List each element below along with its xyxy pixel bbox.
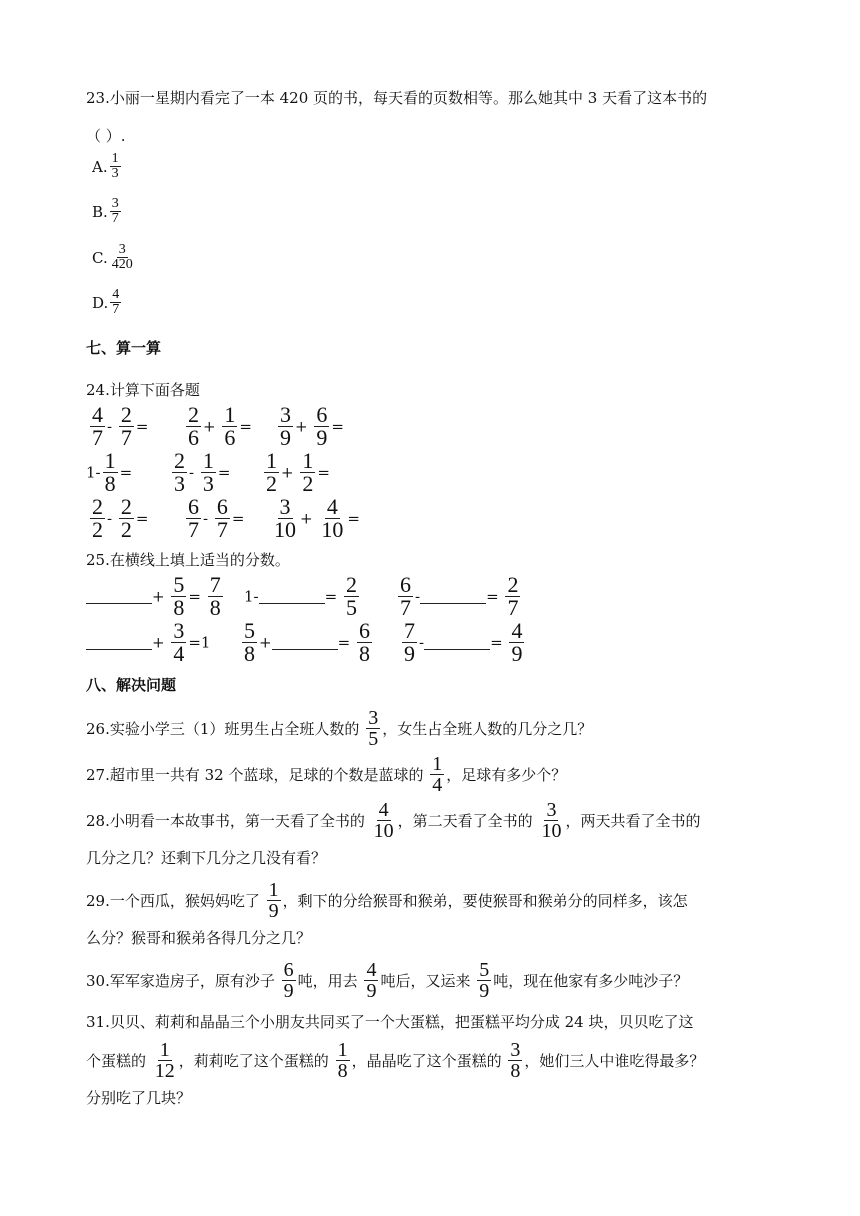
fraction: $\frac{3}{5}$ [368,707,379,750]
fraction: $\frac{4}{10}$ [321,494,344,542]
answer-blank[interactable] [86,589,152,604]
q24-expr: $\frac{4}{7}$ - $\frac{2}{7}$ = [92,402,149,450]
q24-expr: $\frac{1}{2}$ + $\frac{1}{2}$ = [266,448,330,496]
fraction: $\frac{2}{2}$ [92,494,103,542]
q24-expr: $\frac{2}{3}$ - $\frac{1}{3}$ = [174,448,231,496]
q28-line1: 28.小明看一本故事书，第一天看了全书的 $\frac{4}{10}$ ，第二天看了全书的 $\frac{3}{10}$ ，两天共看了全书的 [86,799,701,842]
q24-expr: $\frac{3}{9}$ + $\frac{6}{9}$ = [280,402,344,450]
fraction: $\frac{2}{5}$ [345,572,357,620]
option-fraction: $\frac{1}{3}$ [111,151,119,181]
answer-blank[interactable] [272,635,338,650]
option-label: A. [92,157,108,176]
fraction: $\frac{5}{8}$ [173,572,185,620]
q31-line2: 个蛋糕的 $\frac{1}{12}$ ，莉莉吃了这个蛋糕的 $\frac{1}{8}$ ，晶晶吃了这个蛋糕的 $\frac{3}{8}$ ，她们三人中谁吃得最多？ [86,1039,705,1082]
answer-blank[interactable] [86,635,152,650]
fraction: $\frac{1}{4}$ [432,753,443,796]
fraction: $\frac{2}{2}$ [120,494,132,542]
answer-blank[interactable] [259,589,325,604]
q24-expr: 1- $\frac{1}{8}$ = [86,448,133,496]
fraction: $\frac{1}{2}$ [266,448,277,496]
fraction: $\frac{1}{8}$ [104,448,116,496]
q24-expr: $\frac{2}{2}$ - $\frac{2}{2}$ = [92,494,149,542]
q25-expr: $\frac{7}{9}$ - = $\frac{4}{9}$ [404,618,523,666]
q31-line1: 31.贝贝、莉莉和晶晶三个小朋友共同买了一个大蛋糕，把蛋糕平均分成 24 块，贝贝吃了这 [86,1013,694,1031]
fraction: $\frac{4}{9}$ [366,959,377,1002]
fraction: $\frac{3}{9}$ [280,402,291,450]
fraction: $\frac{1}{6}$ [224,402,236,450]
option-fraction: $\frac{4}{7}$ [112,287,120,317]
fraction: $\frac{7}{8}$ [209,572,221,620]
q23-line2: （ ）. [86,127,126,145]
q24-expr: $\frac{6}{7}$ - $\frac{6}{7}$ = [188,494,245,542]
q24-title: 24.计算下面各题 [86,381,200,399]
q26: 26.实验小学三（1）班男生占全班人数的 $\frac{3}{5}$ ，女生占全班人数的几分之几？ [86,707,593,750]
q28-line2: 几分之几？还剩下几分之几没有看？ [86,849,327,867]
q23-option-d [92,288,123,317]
q25-expr: 1- = $\frac{2}{5}$ [244,572,357,620]
fraction: $\frac{3}{10}$ [541,799,562,842]
q23-line1: 23.小丽一星期内看完了一本 420 页的书，每天看的页数相等。那么她其中 3 天看了这本书的 [86,89,708,107]
section-heading-8: 八、解决问题 [86,676,177,694]
fraction: $\frac{1}{3}$ [202,448,214,496]
q29-line1: 29.一个西瓜，猴妈妈吃了 $\frac{1}{9}$ ，剩下的分给猴哥和猴弟，要使猴哥和猴弟分的同样多，该怎 [86,879,688,922]
fraction: $\frac{7}{9}$ [404,618,415,666]
fraction: $\frac{5}{8}$ [244,618,255,666]
option-label: D. [92,293,109,312]
fraction: $\frac{2}{6}$ [188,402,199,450]
fraction: $\frac{1}{8}$ [337,1039,348,1082]
q23-option-c [92,243,137,272]
option-fraction: $\frac{3}{420}$ [111,242,133,272]
fraction: $\frac{5}{9}$ [479,959,490,1002]
fraction: $\frac{3}{8}$ [510,1039,521,1082]
answer-blank[interactable] [420,589,486,604]
fraction: $\frac{6}{7}$ [188,494,199,542]
fraction: $\frac{3}{10}$ [274,494,296,542]
answer-blank[interactable] [424,635,490,650]
q23-option-b [92,197,123,226]
option-label: B. [92,202,108,221]
q30: 30.军军家造房子，原有沙子 $\frac{6}{9}$ 吨，用去 $\frac{4}{9}$ 吨后，又运来 $\frac{5}{9}$ 吨，现在他家有多少吨沙子？ [86,959,689,1002]
q24-expr: $\frac{2}{6}$ + $\frac{1}{6}$ = [188,402,252,450]
q27: 27.超市里一共有 32 个蓝球，足球的个数是蓝球的 $\frac{1}{4}$ ，足球有多少个？ [86,753,567,796]
option-label: C. [92,248,108,267]
fraction: $\frac{6}{8}$ [358,618,370,666]
fraction: $\frac{1}{2}$ [302,448,314,496]
q25-expr: + $\frac{5}{8}$ = $\frac{7}{8}$ [86,574,225,619]
fraction: $\frac{2}{7}$ [120,402,132,450]
section-heading-7: 七、算一算 [86,339,162,357]
fraction: $\frac{4}{10}$ [373,799,394,842]
fraction: $\frac{6}{7}$ [216,494,228,542]
q25-title: 25.在横线上填上适当的分数。 [86,551,290,569]
q23-option-a [92,152,123,181]
q31-line3: 分别吃了几块？ [86,1089,192,1107]
fraction: $\frac{1}{12}$ [154,1039,175,1082]
q29-line2: 么分？猴哥和猴弟各得几分之几？ [86,929,312,947]
q25-expr: $\frac{6}{7}$ - = $\frac{2}{7}$ [400,572,519,620]
fraction: $\frac{6}{7}$ [400,572,411,620]
fraction: $\frac{2}{7}$ [507,572,519,620]
q24-expr: $\frac{3}{10}$ + $\frac{4}{10}$ = [274,494,360,542]
fraction: $\frac{1}{9}$ [268,879,279,922]
fraction: $\frac{2}{3}$ [174,448,185,496]
fraction: $\frac{6}{9}$ [316,402,328,450]
q25-expr: + $\frac{3}{4}$ =1 [86,620,210,665]
fraction: $\frac{4}{9}$ [511,618,523,666]
option-fraction: $\frac{3}{7}$ [111,196,119,226]
fraction: $\frac{3}{4}$ [173,618,185,666]
q25-expr: $\frac{5}{8}$ + = $\frac{6}{8}$ [244,618,370,666]
fraction: $\frac{4}{7}$ [92,402,103,450]
fraction: $\frac{6}{9}$ [283,959,294,1002]
